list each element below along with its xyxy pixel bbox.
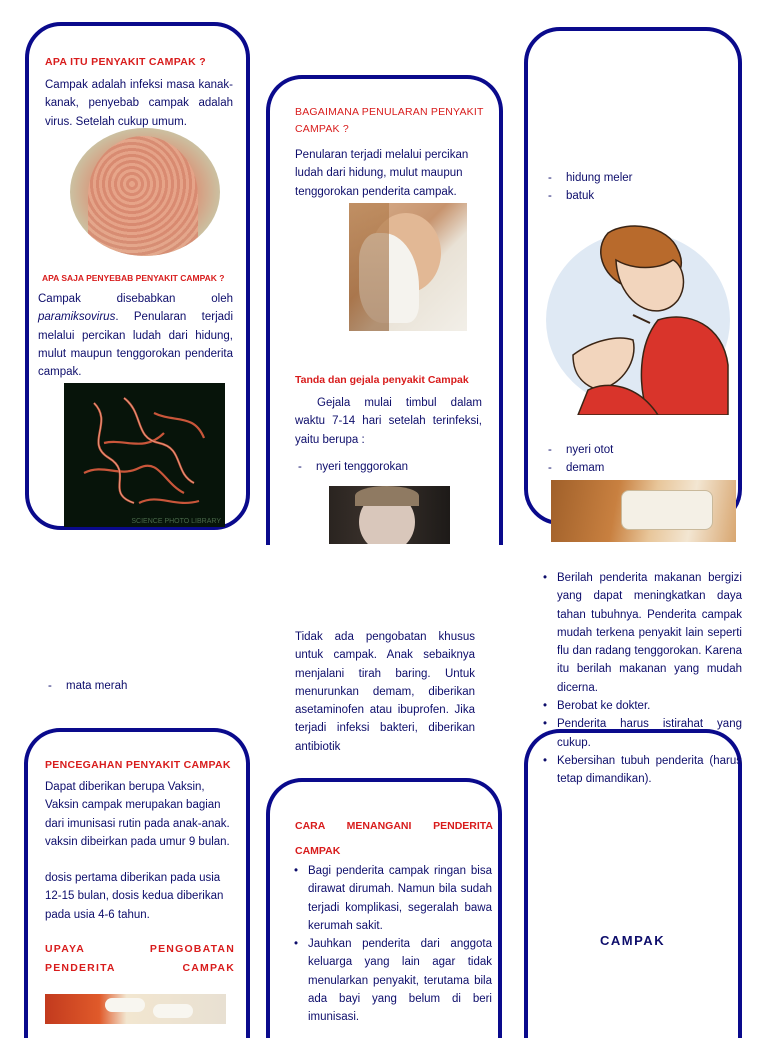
symptom-cough: - batuk [548, 187, 708, 205]
text-what-is-measles: Campak adalah infeksi masa kanak-kanak, penyebab campak adalah virus. Setelah cukup umum. [45, 79, 233, 128]
care-item-4: • Kebersihan tubuh penderita (harus tetap dimandikan). [543, 752, 742, 789]
symptom-muscle-pain: - nyeri otot [548, 441, 708, 459]
text-cause-virus: paramiksovirus [38, 311, 116, 324]
sore-throat-image [329, 486, 450, 544]
virus-image [64, 383, 225, 527]
text-treatment: Tidak ada pengobatan khusus untuk campak. Anak sebaiknya menjalani tirah baring. Untuk menurunkan demam, diberikan asetaminofen atau ibuprofen. Jika terjadi infeksi bakteri, diberikan antibiotik [295, 631, 475, 753]
virus-strands-graphic [64, 383, 225, 527]
symptom-fever: - demam [548, 459, 708, 477]
handling-item-2: • Jauhkan penderita dari anggota keluarga yang lain agar tidak menularkan penyakit, terutama bila ada bayi yang belum di beri imunisasi. [294, 935, 492, 1026]
text-prevention-2: dosis pertama diberikan pada usia 12-15 bulan, dosis kedua diberikan pada usia 4-6 tahun. [45, 872, 224, 921]
heading-handling: CARA MENANGANI PENDERITA CAMPAK [295, 820, 493, 857]
coughing-boy-illustration [538, 215, 734, 415]
heading-what-is-measles: APA ITU PENYAKIT CAMPAK ? [45, 56, 206, 68]
heading-prevention: PENCEGAHAN PENYAKIT CAMPAK [45, 759, 231, 771]
cover-title: CAMPAK [600, 933, 666, 948]
symptom-sore-throat: - nyeri tenggorokan [298, 458, 478, 476]
sneeze-image [349, 203, 467, 331]
pills-image [45, 994, 226, 1024]
care-list [543, 569, 742, 789]
care-item-1: • Berilah penderita makanan bergizi yang dapat meningkatkan daya tahan tubuhnya. Penderita campak mudah terkena penyakit lain seperti flu dan radang tenggorokan. Karena itu berilah makanan yang mudah dicerna. [543, 569, 742, 697]
text-cause-pre: Campak disebabkan oleh [38, 293, 233, 305]
symptom-list-2 [548, 169, 708, 206]
text-transmission: Penularan terjadi melalui percikan ludah dari hidung, mulut maupun tenggorokan penderita campak. [295, 149, 469, 198]
symptom-list-4 [48, 677, 208, 695]
heading-cause: APA SAJA PENYEBAB PENYAKIT CAMPAK ? [42, 273, 225, 283]
heading-treatment-effort: UPAYA PENGOBATAN PENDERITA CAMPAK [45, 943, 235, 974]
symptom-runny-nose: - hidung meler [548, 169, 708, 187]
symptom-list-1 [298, 458, 478, 476]
rash-image [70, 128, 220, 256]
text-prevention: Dapat diberikan berupa Vaksin, Vaksin campak merupakan bagian dari imunisasi rutin pada anak-anak. vaksin dibeirkan pada umur 9 bulan. [45, 781, 230, 848]
text-cause [38, 290, 233, 381]
care-item-3: • Penderita harus istirahat yang cukup. [543, 715, 742, 752]
heading-transmission: BAGAIMANA PENULARAN PENYAKIT CAMPAK ? [295, 106, 484, 135]
text-symptoms-intro: Gejala mulai timbul dalam waktu 7-14 hari setelah terinfeksi, yaitu berupa : [295, 397, 482, 446]
handling-list [294, 862, 492, 1027]
coughing-boy-graphic [538, 215, 734, 415]
heading-symptoms: Tanda dan gejala penyakit Campak [295, 374, 469, 386]
image-credit: SCIENCE PHOTO LIBRARY [131, 518, 221, 525]
symptom-list-3 [548, 441, 708, 478]
fever-image [551, 480, 736, 542]
care-item-2: • Berobat ke dokter. [543, 697, 742, 715]
symptom-red-eyes: - mata merah [48, 677, 208, 695]
handling-item-1: • Bagi penderita campak ringan bisa dirawat dirumah. Namun bila sudah terjadi komplikasi, segeralah bawa kerumah sakit. [294, 862, 492, 935]
text-cause-post: . Penularan terjadi melalui percikan ludah dari hidung, mulut maupun tenggorokan penderita campak. [38, 311, 233, 379]
